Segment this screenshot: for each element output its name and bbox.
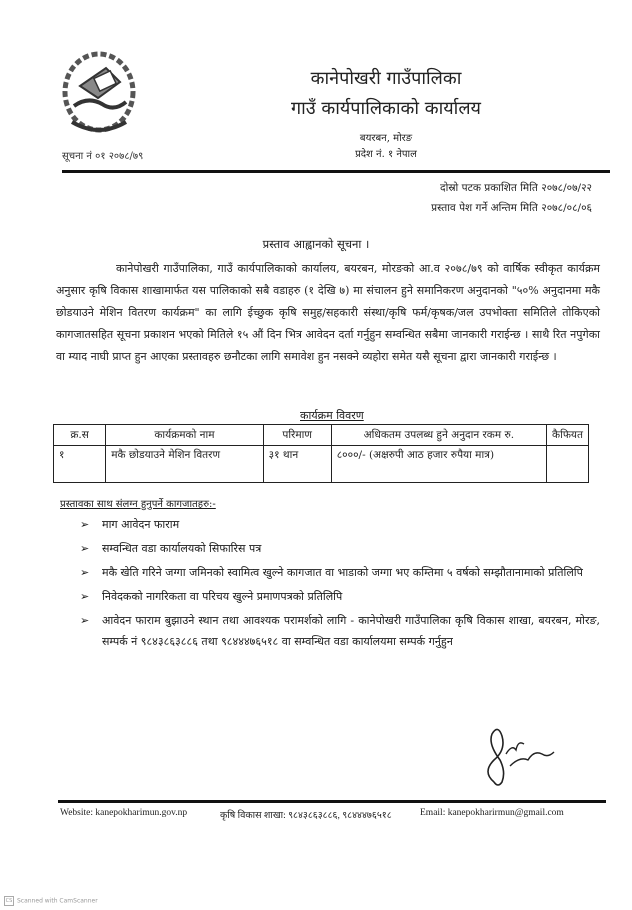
cell-serial: १ [54,446,106,483]
arrow-bullet-icon: ➢ [80,542,90,555]
list-item [80,610,600,652]
col-quantity: परिमाण [263,425,331,446]
table-row [54,446,589,483]
footer-agri-phone: कृषि विकास शाखा: ९८४३८६३८८६, ९८४४४७६५१८ [220,811,392,821]
publication-dates [431,178,592,218]
footer-email[interactable]: Email: kanepokharirmun@gmail.com [420,808,564,818]
province-line: प्रदेश नं. १ नेपाल [355,149,417,160]
footer-website[interactable]: Website: kanepokharimun.gov.np [60,808,188,818]
col-remarks: कैफियत [547,425,589,446]
program-table [53,424,589,483]
notice-body-paragraph: कानेपोखरी गाउँपालिका, गाउँ कार्यपालिकाको कार्यालय, बयरबन, मोरङको आ.व २०७८/७९ को वार्षिक स्वीकृत कार्यक्रम अनुसार कृषि विकास शाखामार्फत यस पालिकाको सबै वडाहरु (१ देखि ७) मा संचालन हुने समानिकरण अनुदानको "५०% अनुदानमा मकै छोडयाउने मेशिन वितरण कार्यक्रम" का लागि ईच्छुक कृषि समुह/सहकारी संस्था/कृषि फर्म/कृषक/जल उपभोक्ता समितिले तोकिएको कागजातसहित सूचना प्रकाशन भएको मितिले १५ औं दिन भित्र आवेदन दर्ता गर्नुहुन सम्वन्धित सबैमा जानकारी गराईन्छ । साथै रित नपुगेका वा म्याद नाघी प्राप्त हुन आएका प्रस्तावहरु छनौटका लागि समावेश हुन नसक्ने व्यहोरा समेत यसै सूचना द्वारा जानकारी गराईन्छ । [56,262,600,363]
list-item [80,586,600,607]
arrow-bullet-icon: ➢ [80,590,90,603]
list-item [80,562,600,583]
signature-icon [480,720,570,790]
office-address: बयरबन, मोरङ [359,133,413,144]
cell-program-name: मकै छोडयाउने मेशिन वितरण [106,446,263,483]
scanner-watermark [4,896,98,906]
attachment-text: निवेदकको नागरिकता वा परिचय खुल्ने प्रमाणपत्रको प्रतिलिपि [102,590,343,603]
program-table-title: कार्यक्रम विवरण [300,409,364,422]
office-name: गाउँ कार्यपालिकाको कार्यालय [291,98,481,119]
list-item [80,514,600,535]
attachment-text: मकै खेति गरिने जग्गा जमिनको स्वामित्व खुल्ने कागजात वा भाडाको जग्गा भए कम्तिमा ५ वर्षको सम्झौतानामाको प्रतिलिपि [102,566,583,579]
second-publication-date: दोस्रो पटक प्रकाशित मिति २०७८/०७/२२ [440,182,592,194]
attachments-list [80,514,600,655]
notice-number: सूचना नं ०१ २०७८/७९ [62,151,144,162]
col-program-name: कार्यक्रमको नाम [106,425,263,446]
camscanner-logo-icon: CS [5,898,13,904]
table-header-row [54,425,589,446]
list-item [80,538,600,559]
municipality-emblem-icon [58,46,140,142]
arrow-bullet-icon: ➢ [80,566,90,579]
attachment-text: माग आवेदन फाराम [102,518,180,531]
municipality-name: कानेपोखरी गाउँपालिका [310,68,462,89]
scanner-label: Scanned with CamScanner [17,897,98,905]
footer-divider [58,800,606,803]
cell-quantity: ३१ थान [263,446,331,483]
attachment-text: आवेदन फाराम बुझाउने स्थान तथा आवश्यक परामर्शको लागि - कानेपोखरी गाउँपालिका कृषि विकास शाखा, बयरबन, मोरङ, सम्पर्क नं ९८४३८६३८८६ तथा ९८४४४७६५१८ वा सम्वन्धित वडा कार्यालयमा सम्पर्क गर्नुहुन [102,614,600,648]
last-submission-date: प्रस्ताव पेश गर्ने अन्तिम मिति २०७८/०८/०६ [431,202,592,214]
arrow-bullet-icon: ➢ [80,614,90,627]
attachment-text: सम्वन्धित वडा कार्यालयको सिफारिस पत्र [102,542,262,555]
cell-remarks [547,446,589,483]
header-divider [62,170,610,173]
cell-max-grant: ८०००/- (अक्षरुपी आठ हजार रुपैया मात्र) [331,446,546,483]
attachments-heading: प्रस्तावका साथ संलग्न हुनुपर्ने कागजातहरु:- [60,499,216,510]
arrow-bullet-icon: ➢ [80,518,90,531]
notice-subject: प्रस्ताव आह्वानको सूचना । [262,237,370,251]
col-serial: क्र.स [54,425,106,446]
col-max-grant: अधिकतम उपलब्ध हुने अनुदान रकम रु. [331,425,546,446]
